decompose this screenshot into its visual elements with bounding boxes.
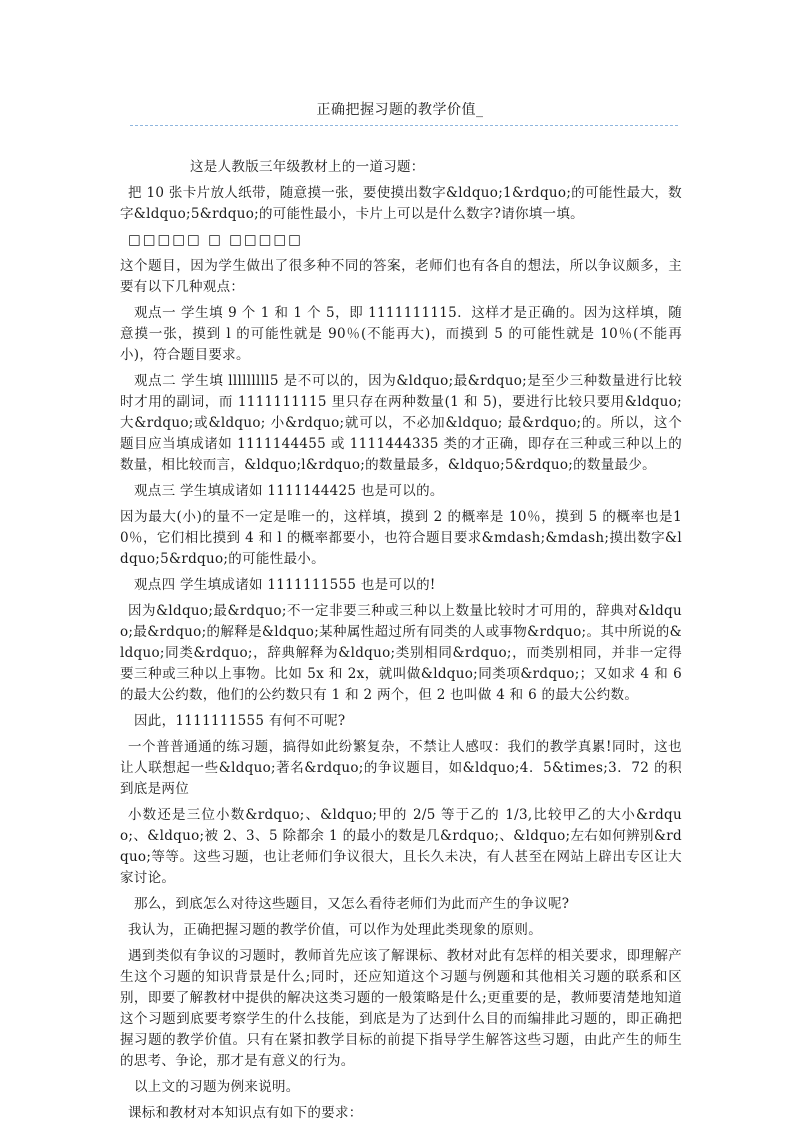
paragraph-view-4: 观点四 学生填成诸如 1111111555 也是可以的!: [134, 577, 436, 593]
paragraph-question-why: 因此，1111111555 有何不可呢?: [134, 713, 346, 729]
paragraph-intro: 这是人教版三年级教材上的一道习题：: [190, 159, 425, 175]
paragraph-view-1: 观点一 学生填 9 个 1 和 1 个 5，即 1111111115．这样才是正确的。因为这样填，随意摸一张，摸到 l 的可能性就是 90％(不能再大)，而摸到 5 的可能性就是 10％(不能再小)，符合题目要求。: [120, 305, 682, 363]
paragraph-view-3-reason: 因为最大(小)的量不一定是唯一的，这样填，摸到 2 的概率是 10％，摸到 5 的概率也是10％，它们相比摸到 4 和 l 的概率都要小，也符合题目要求&mdash;&mdash;摸出数字&ldquo;5&rdquo;的可能性最小。: [120, 509, 682, 567]
paragraph-opinion: 我认为，正确把握习题的教学价值，可以作为处理此类现象的原则。: [128, 922, 542, 938]
document-body: [120, 157, 682, 1129]
paragraph-requirements: 课标和教材对本知识点有如下的要求：: [128, 1105, 363, 1121]
answer-boxes: □□□□□ □ □□□□□: [128, 232, 303, 248]
paragraph-view-4-reason: 因为&ldquo;最&rdquo;不一定非要三种或三种以上数量比较时才可用的，辞典对&ldquo;最&rdquo;的解释是&ldquo;某种属性超过所有同类的人或事物&rdquo;。其中所说的&ldquo;同类&rdquo;，辞典解释为&ldquo;类别相同&rdquo;，而类别相同，并非一定得要三种或三种以上事物。比如 5x 和 2x，就叫做&ldquo;同类项&rdquo;；又如求 4 和 6 的最大公约数，他们的公约数只有 1 和 2 两个，但 2 也叫做 4 和 6 的最大公约数。: [120, 603, 682, 703]
document-title: 正确把握习题的教学价值_: [316, 102, 484, 118]
paragraph-method: 遇到类似有争议的习题时，教师首先应该了解课标、教材对此有怎样的相关要求，即理解产生这个习题的知识背景是什么;同时，还应知道这个习题与例题和其他相关习题的联系和区别，即要了解教材中提供的解决这类习题的一般策略是什么;更重要的是，教师要清楚地知道这个习题到底要考察学生的什么技能，到底是为了达到什么目的而编排此习题的，即正确把握习题的教学价值。只有在紧扣教学目标的前提下指导学生解答这些习题，由此产生的师生的思考、争论，那才是有意义的行为。: [120, 948, 682, 1069]
paragraph-view-2: 观点二 学生填 lllllllll5 是不可以的，因为&ldquo;最&rdquo;是至少三种数量进行比较时才用的副词，而 1111111115 里只存在两种数量(1 和 5)，要进行比较只要用&ldquo;大&rdquo;或&ldquo; 小&rdquo;就可以，不必加&ldquo; 最&rdquo;的。所以，这个题目应当填成诸如 1111144455 或 1111444335 类的才正确，即存在三种或三种以上的数量，相比较而言，&ldquo;l&rdquo;的数量最多，&ldquo;5&rdquo;的数量最少。: [120, 373, 682, 473]
paragraph-view-3: 观点三 学生填成诸如 1111144425 也是可以的。: [134, 483, 444, 499]
paragraph-sigh: 一个普普通通的练习题，搞得如此纷繁复杂，不禁让人感叹：我们的教学真累!同时，这也让人联想起一些&ldquo;著名&rdquo;的争议题目，如&ldquo;4．5&times;3．72 的积到底是两位: [120, 739, 682, 797]
paragraph-how: 那么，到底怎么对待这些题目，又怎么看待老师们为此而产生的争议呢?: [134, 896, 570, 912]
paragraph-debate: 这个题目，因为学生做出了很多种不同的答案，老师们也有各自的想法，所以争议颇多，主要有以下几种观点：: [120, 258, 682, 295]
paragraph-examples: 小数还是三位小数&rdquo;、&ldquo;甲的 2/5 等于乙的 1/3,比较甲乙的大小&rdquo;、&ldquo;被 2、3、5 除都余 1 的最小的数是几&rdquo;、&ldquo;左右如何辨别&rdquo;等等。这些习题，也让老师们争议很大，且长久未决，有人甚至在网站上辟出专区让大家讨论。: [120, 807, 682, 886]
title-divider: [130, 125, 678, 126]
paragraph-question: 把 10 张卡片放人纸带，随意摸一张，要使摸出数字&ldquo;1&rdquo;的可能性最大，数字&ldquo;5&rdquo;的可能性最小，卡片上可以是什么数字?请你填一填。: [120, 185, 682, 222]
paragraph-example-intro: 以上文的习题为例来说明。: [134, 1079, 300, 1095]
